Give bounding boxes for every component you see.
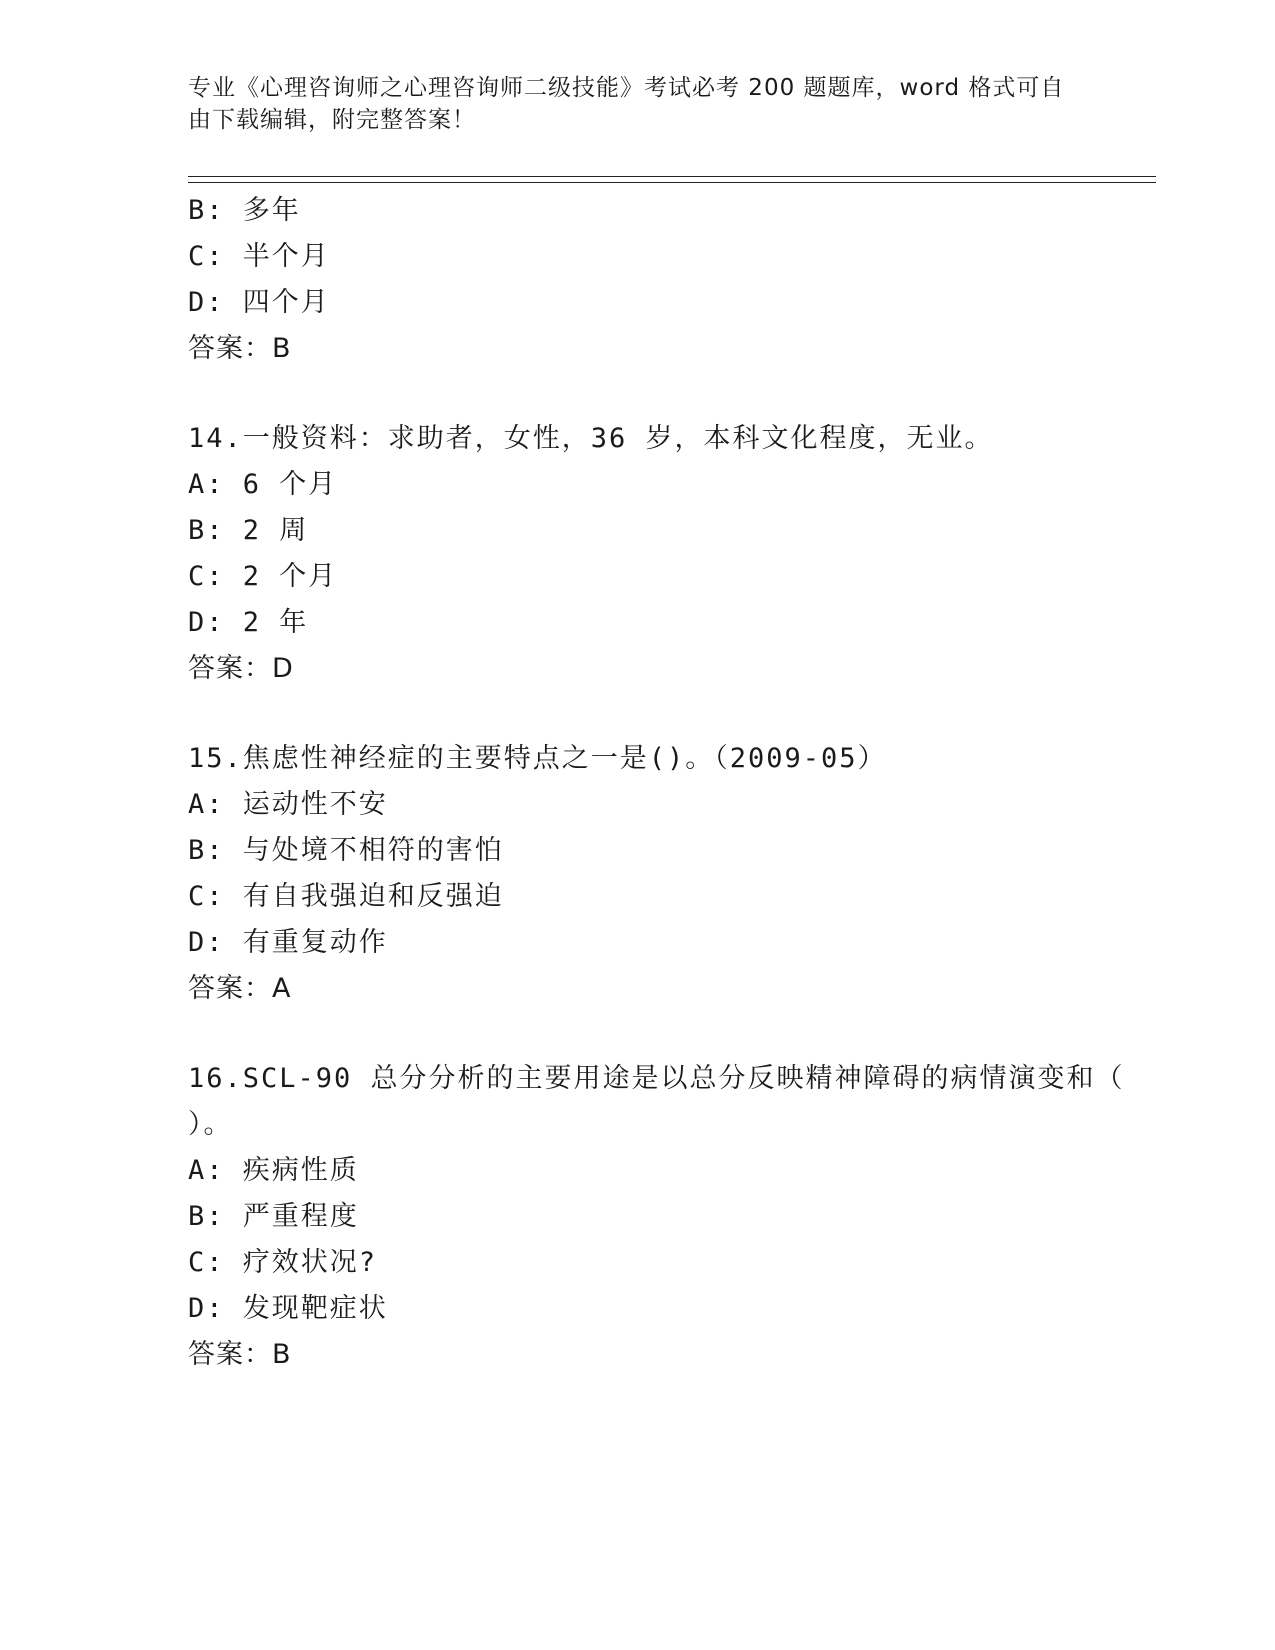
question-13-tail xyxy=(188,188,1078,372)
answer-line: 答案：B xyxy=(188,1339,292,1370)
option-b: B: 与处境不相符的害怕 xyxy=(188,835,504,866)
question-stem-line-1: 16.SCL-90 总分分析的主要用途是以总分反映精神障碍的病情演变和（ xyxy=(188,1063,1125,1094)
option-d: D: 2 年 xyxy=(188,607,309,638)
option-d: D: 发现靶症状 xyxy=(188,1293,388,1324)
option-c: C: 半个月 xyxy=(188,241,330,272)
question-15 xyxy=(188,736,1078,1012)
option-d: D: 四个月 xyxy=(188,287,330,318)
option-b: B: 2 周 xyxy=(188,515,309,546)
question-14 xyxy=(188,416,1078,692)
answer-line: 答案：D xyxy=(188,653,294,684)
option-d: D: 有重复动作 xyxy=(188,927,388,958)
answer-line: 答案：B xyxy=(188,333,292,364)
option-c: C: 2 个月 xyxy=(188,561,338,592)
option-b: B: 严重程度 xyxy=(188,1201,359,1232)
question-stem-line-2: ）。 xyxy=(188,1109,233,1140)
option-c: C: 疗效状况? xyxy=(188,1247,378,1278)
answer-line: 答案：A xyxy=(188,973,292,1004)
question-stem: 15.焦虑性神经症的主要特点之一是()。（2009-05） xyxy=(188,743,887,774)
header-rule-top xyxy=(188,176,1156,177)
option-a: A: 疾病性质 xyxy=(188,1155,359,1186)
option-b: B: 多年 xyxy=(188,195,301,226)
option-a: A: 6 个月 xyxy=(188,469,338,500)
question-16 xyxy=(188,1056,1125,1378)
question-stem: 14.一般资料：求助者，女性，36 岁，本科文化程度，无业。 xyxy=(188,423,994,454)
header-rule-bottom xyxy=(188,182,1156,183)
document-header: 专业《心理咨询师之心理咨询师二级技能》考试必考 200 题题库，word 格式可自 由下载编辑，附完整答案！ xyxy=(188,75,1065,133)
option-a: A: 运动性不安 xyxy=(188,789,388,820)
option-c: C: 有自我强迫和反强迫 xyxy=(188,881,504,912)
question-list xyxy=(188,188,1125,1378)
